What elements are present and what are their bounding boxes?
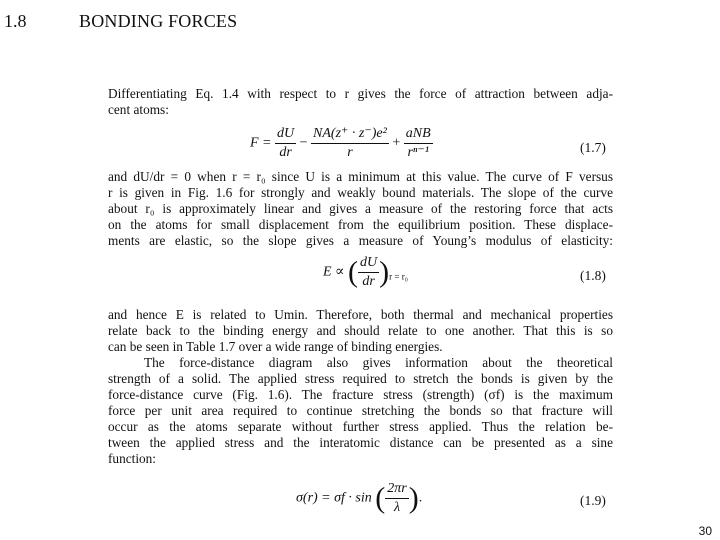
fraction-numerator: aNB — [404, 126, 433, 144]
paragraph-line: on the atoms for small displacement from the equilibrium position. These displace- — [108, 217, 613, 232]
eq-trailing-period: . — [418, 490, 423, 506]
paragraph-line: strength of a solid. The applied stress required to stretch the bonds is given by the — [108, 371, 613, 386]
paragraph-line: The force-distance diagram also gives information about the theoretical — [144, 355, 613, 370]
fraction-denominator: dr — [279, 145, 292, 160]
paragraph-line: ments are elastic, so the slope gives a measure of Young’s modulus of elasticity: — [108, 233, 613, 248]
equation-1-7 — [250, 126, 433, 161]
paragraph-line: relate back to the binding energy and should relate to one another. That this is so — [108, 323, 613, 338]
equation-number: (1.8) — [580, 268, 606, 283]
fraction-2pir-lambda — [385, 481, 408, 516]
paragraph-line: function: — [108, 451, 157, 466]
paragraph-line: r is given in Fig. 1.6 for strongly and weakly bound materials. The slope of the curve — [108, 185, 613, 200]
eq-operator: + — [392, 135, 401, 151]
paragraph-line: and dU/dr = 0 when r = r₀ since U is a minimum at this value. The curve of F versus — [108, 169, 613, 184]
fraction-attractive-term — [311, 126, 389, 161]
fraction-repulsive-term — [404, 126, 433, 161]
fraction-denominator: r — [347, 145, 353, 160]
paragraph-line: Differentiating Eq. 1.4 with respect to r gives the force of attraction between adja- — [108, 86, 613, 101]
equation-1-9 — [296, 481, 422, 516]
left-paren: ( — [348, 255, 359, 289]
eq-lhs: σ(r) = σf · sin — [296, 490, 372, 506]
eq-subscript: r = r₀ — [389, 271, 408, 282]
left-paren: ( — [375, 481, 386, 515]
right-paren: ) — [408, 481, 419, 515]
section-title: BONDING FORCES — [79, 11, 238, 31]
eq-lhs: E ∝ — [323, 264, 345, 280]
fraction-numerator: 2πr — [385, 481, 408, 499]
eq-lhs: F = — [250, 135, 272, 151]
page-number: 30 — [698, 524, 712, 538]
paragraph-line: can be seen in Table 1.7 over a wide range of binding energies. — [108, 339, 443, 354]
fraction-denominator: rⁿ⁻¹ — [407, 145, 429, 160]
section-number: 1.8 — [4, 11, 27, 31]
equation-1-8 — [323, 255, 408, 290]
fraction-numerator: dU — [358, 255, 379, 273]
fraction-denominator: dr — [362, 274, 375, 289]
paragraph-line: tween the applied stress and the interatomic distance can be presented as a sine — [108, 435, 613, 450]
right-paren: ) — [379, 255, 390, 289]
paragraph-line: about r₀ is approximately linear and gives a measure of the restoring force that acts — [108, 201, 613, 216]
eq-operator: − — [299, 135, 308, 151]
fraction-numerator: dU — [275, 126, 296, 144]
fraction-du-dr — [358, 255, 379, 290]
paragraph-line: and hence E is related to Umin. Therefore, both thermal and mechanical properties — [108, 307, 613, 322]
paragraph-line: cent atoms: — [108, 102, 169, 117]
paragraph-line: force-distance curve (Fig. 1.6). The fracture stress (strength) (σf) is the maximum — [108, 387, 613, 402]
fraction-numerator: NA(z⁺ · z⁻)e² — [311, 126, 389, 144]
equation-number: (1.9) — [580, 493, 606, 508]
paragraph-line: occur as the atoms separate without further stress applied. Thus the relation be- — [108, 419, 613, 434]
fraction-denominator: λ — [393, 500, 401, 515]
equation-number: (1.7) — [580, 140, 606, 155]
paragraph-line: force per unit area required to continue stretching the bonds so that fracture will — [108, 403, 613, 418]
fraction-du-dr — [275, 126, 296, 161]
